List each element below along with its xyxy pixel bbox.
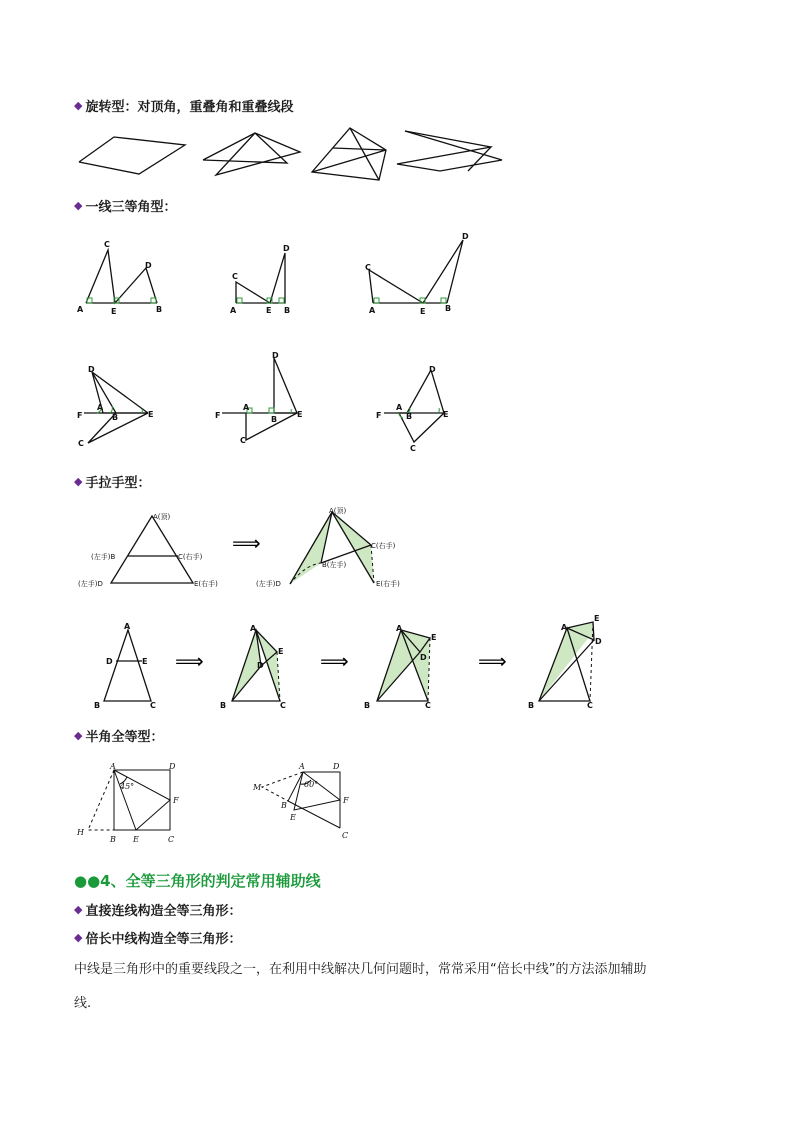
label-a: A (77, 305, 84, 314)
label-b: B (156, 305, 163, 314)
hand-in-hand-figure-5 (364, 624, 436, 710)
label-b-left: (左手)B (91, 553, 116, 561)
arrow-icon: ⟹ (175, 649, 204, 673)
diamond-icon: ◆ (74, 199, 83, 212)
label-d: D (462, 232, 469, 241)
label-c-right: C(右手) (178, 553, 203, 561)
label-c-right: C(右手) (371, 542, 396, 550)
three-angles-figure-2 (230, 244, 290, 315)
paragraph-line-2: 线. (74, 996, 92, 1011)
label-c: C (425, 701, 431, 710)
label-e-right: E(右手) (194, 580, 218, 588)
hand-in-hand-figure-6 (528, 614, 602, 710)
rotation-figure-3 (312, 128, 386, 180)
label-c: C (587, 701, 593, 710)
label-b: B (110, 835, 116, 844)
label-c: C (150, 701, 156, 710)
label-60deg: 60° (304, 780, 319, 789)
label-d-left: (左手)D (78, 580, 103, 588)
label-d: D (420, 653, 427, 662)
heading-text: 倍长中线构造全等三角形： (85, 932, 242, 947)
label-f: F (173, 796, 179, 805)
label-e: E (148, 410, 154, 419)
label-b: B (364, 701, 371, 710)
label-45deg: 45° (120, 782, 135, 791)
diamond-icon: ◆ (74, 931, 83, 944)
label-b: B (220, 701, 227, 710)
hand-in-hand-figure-3 (94, 622, 156, 710)
hand-in-hand-figure-4 (220, 624, 286, 710)
diamond-icon: ◆ (74, 475, 83, 488)
diamond-icon: ◆ (74, 99, 83, 112)
label-e: E (420, 307, 426, 316)
label-d: D (333, 762, 340, 771)
label-a: A (230, 306, 237, 315)
heading-text: 手拉手型： (85, 476, 151, 491)
label-e: E (297, 410, 303, 419)
arrow-4 (478, 649, 507, 673)
label-b: B (271, 415, 278, 424)
label-e: E (443, 410, 449, 419)
rotation-figure-4 (397, 131, 502, 171)
rotation-figure-2 (203, 133, 300, 175)
label-c: C (78, 439, 84, 448)
label-d: D (272, 351, 279, 360)
arrow-icon: ⟹ (232, 531, 261, 555)
label-b: B (406, 412, 413, 421)
label-a: A (124, 622, 131, 631)
label-e: E (111, 307, 117, 316)
hand-in-hand-figure-2 (256, 507, 400, 588)
label-b: B (284, 306, 291, 315)
heading-text: 一线三等角型： (85, 200, 177, 215)
label-a: A (396, 403, 403, 412)
label-a: A (250, 624, 257, 633)
label-d: D (595, 637, 602, 646)
hand-in-hand-figure-1 (78, 513, 218, 588)
label-d: D (429, 365, 436, 374)
three-angles-figure-6 (376, 365, 448, 453)
label-c: C (240, 436, 246, 445)
half-angle-figure-1 (76, 762, 179, 844)
label-e: E (133, 835, 139, 844)
three-angles-figure-4 (77, 365, 153, 448)
three-angles-figure-5 (215, 351, 302, 445)
label-a-top: A(顶) (153, 513, 171, 521)
label-e: E (142, 657, 148, 666)
label-b: B (528, 701, 535, 710)
section-title: ●●4、全等三角形的判定常用辅助线 (74, 872, 321, 890)
label-a: A (299, 762, 305, 771)
label-a: A (97, 403, 104, 412)
label-a: A (561, 623, 568, 632)
rotation-figure-1 (79, 137, 185, 174)
label-d: D (283, 244, 290, 253)
label-b: B (94, 701, 101, 710)
label-e: E (290, 813, 296, 822)
label-a-top: A(顶) (329, 507, 347, 515)
label-a: A (243, 403, 250, 412)
label-e-right: E(右手) (376, 580, 400, 588)
label-c: C (104, 240, 110, 249)
label-c: C (410, 444, 416, 453)
label-c: C (342, 831, 349, 840)
label-c: C (232, 272, 238, 281)
arrow-icon: ⟹ (320, 649, 349, 673)
label-d: D (145, 261, 152, 270)
three-angles-figure-1 (77, 240, 162, 316)
label-a: A (396, 624, 403, 633)
label-e: E (594, 614, 600, 623)
label-b: B (281, 801, 287, 810)
label-m: M (253, 783, 262, 792)
label-a: A (110, 762, 116, 771)
label-f: F (343, 796, 349, 805)
label-d: D (106, 657, 113, 666)
label-f: F (77, 411, 83, 420)
label-b: B (112, 413, 119, 422)
label-d: D (88, 365, 95, 374)
label-e: E (431, 633, 437, 642)
label-e: E (278, 647, 284, 656)
diamond-icon: ◆ (74, 903, 83, 916)
arrow-1 (232, 531, 261, 555)
heading-text: 直接连线构造全等三角形： (85, 904, 242, 919)
arrow-2 (175, 649, 204, 673)
three-angles-figure-3 (365, 232, 469, 316)
arrow-3 (320, 649, 349, 673)
label-h: H (77, 828, 84, 837)
label-d-left: (左手)D (256, 580, 281, 588)
label-f: F (376, 411, 382, 420)
arrow-icon: ⟹ (478, 649, 507, 673)
label-e: E (266, 306, 272, 315)
heading-text: 半角全等型： (85, 730, 164, 745)
label-c: C (280, 701, 286, 710)
label-b: B (445, 304, 452, 313)
label-c: C (365, 263, 371, 272)
half-angle-figure-2 (252, 762, 349, 840)
paragraph-line-1: 中线是三角形中的重要线段之一，在利用中线解决几何问题时，常常采用“倍长中线”的方法添加辅助 (74, 962, 647, 977)
label-d: D (257, 661, 264, 670)
label-f: F (215, 411, 221, 420)
label-b-left: B(左手) (322, 561, 347, 569)
heading-text: 旋转型：对顶角，重叠角和重叠线段 (85, 100, 294, 115)
diamond-icon: ◆ (74, 729, 83, 742)
label-d: D (169, 762, 176, 771)
label-a: A (369, 306, 376, 315)
label-c: C (168, 835, 175, 844)
